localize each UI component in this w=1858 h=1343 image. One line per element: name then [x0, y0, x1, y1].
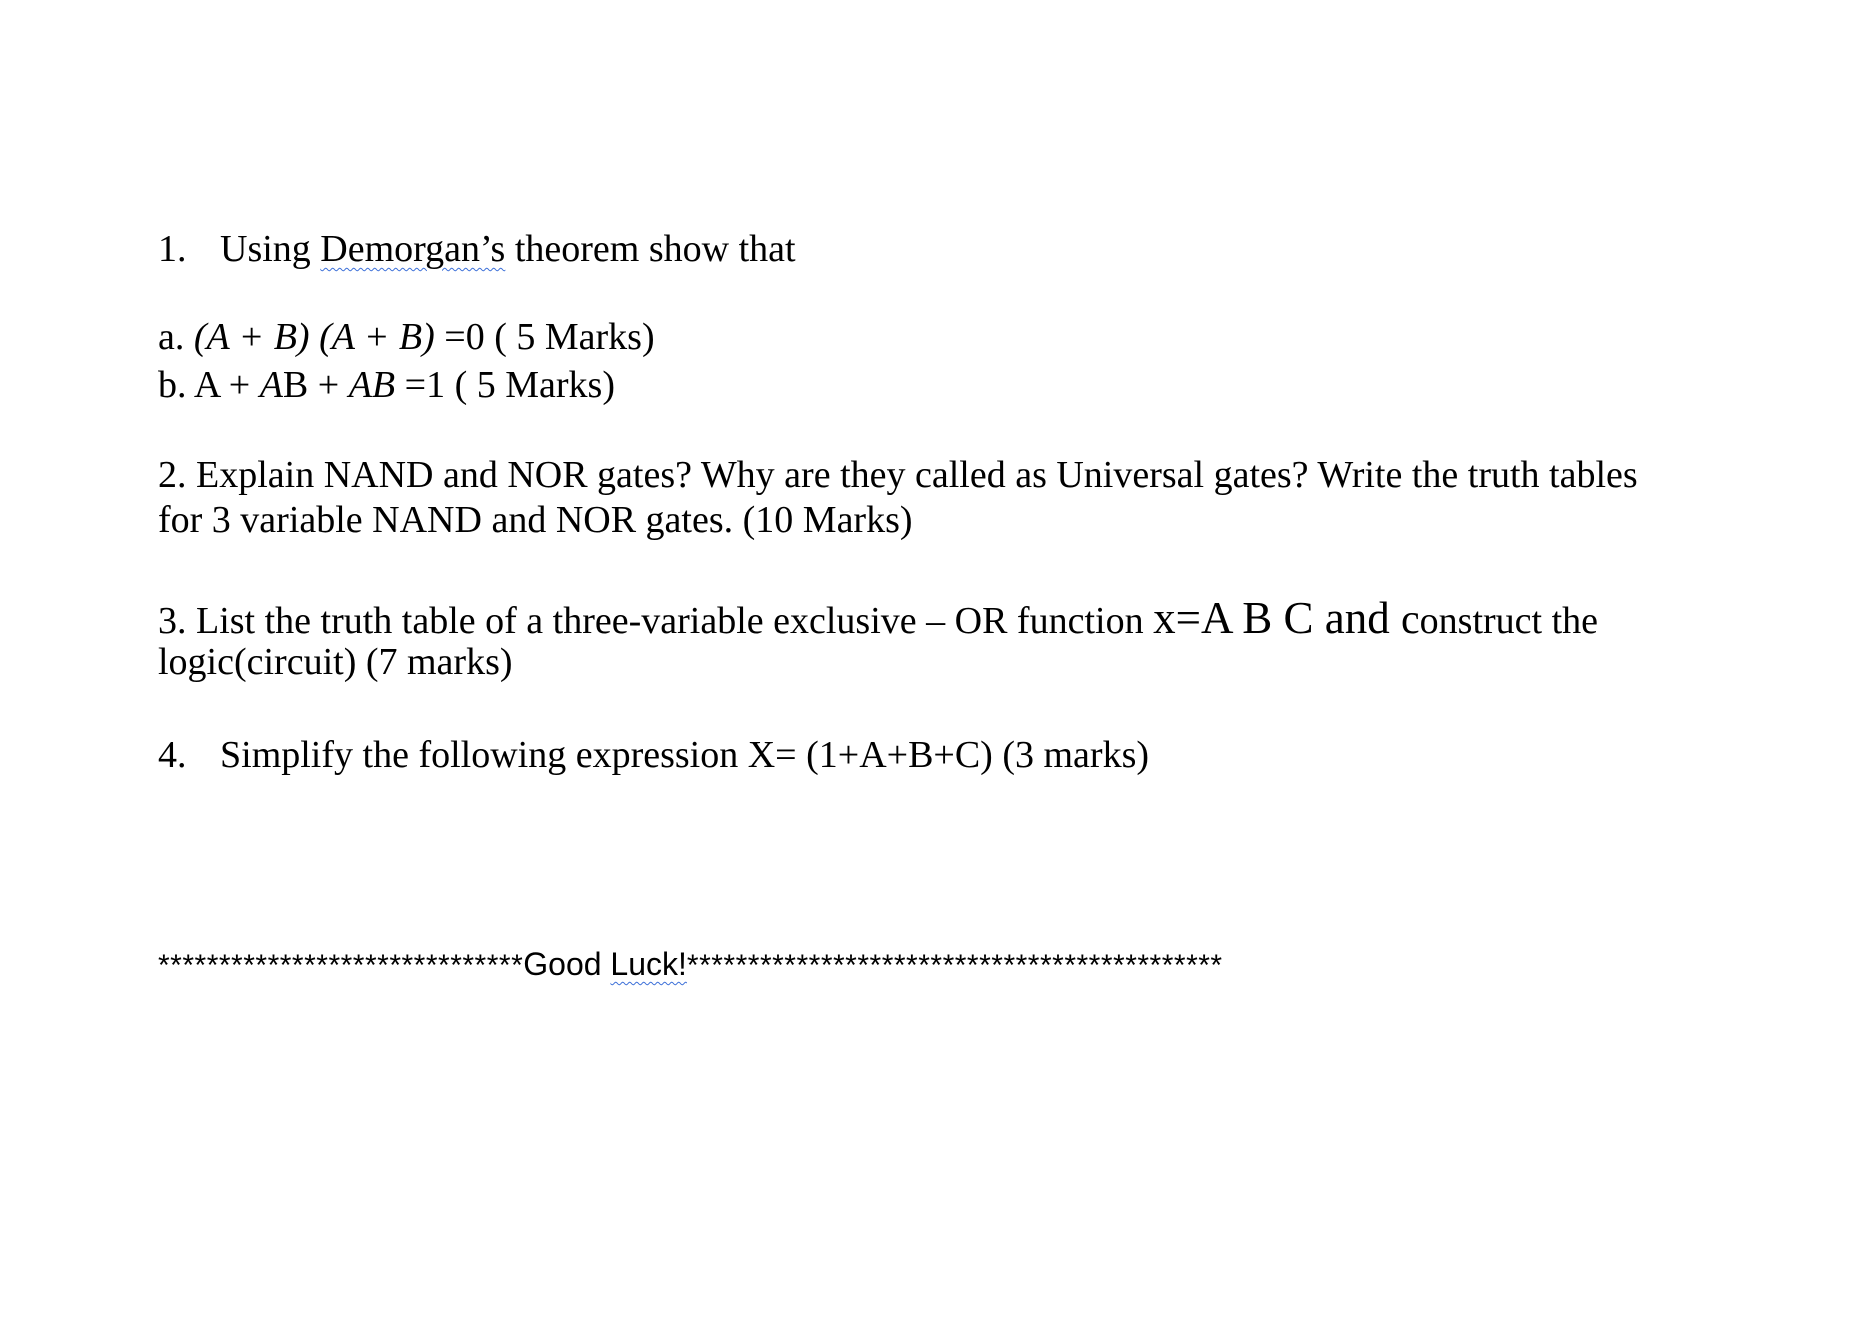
question-3-x: x= [1153, 593, 1201, 643]
question-4-number: 4. [158, 734, 187, 776]
question-3-and: and [1313, 593, 1401, 643]
question-1 [158, 230, 796, 268]
spellcheck-word-demorgan: Demorgan’s [320, 228, 506, 270]
good-luck-footer [158, 948, 1223, 981]
footer-good: Good [523, 946, 611, 982]
question-1a [158, 318, 655, 356]
footer-stars-right: ******************************************** [686, 949, 1223, 982]
question-2-line-2: for 3 variable NAND and NOR gates. (10 Marks) [158, 499, 913, 541]
question-4-text: Simplify the following expression X= (1+A+B+C) (3 marks) [220, 734, 1150, 776]
question-3-abc: A B C [1200, 593, 1314, 643]
question-3-line-2: logic(circuit) (7 marks) [158, 641, 513, 683]
question-1b-term-b: B [282, 364, 309, 406]
question-3-text-start: 3. List the truth table of a three-variable exclusive – OR function [158, 600, 1154, 642]
question-3-text-end: onstruct the [1419, 600, 1599, 642]
question-1-text-end: theorem show that [505, 228, 796, 270]
question-1-text-start: Using [220, 228, 321, 270]
question-1b-label: b. A + [158, 364, 260, 406]
question-1a-result: =0 ( 5 Marks) [434, 316, 655, 358]
question-1b-term-ab: AB [348, 364, 396, 406]
question-1a-expression: (A + B) (A + B) [193, 316, 435, 358]
question-3-c: c [1401, 597, 1420, 643]
question-3-line-1 [158, 593, 1599, 643]
question-1b [158, 366, 615, 404]
question-1b-term-a: A [259, 364, 283, 406]
question-1a-label: a. [158, 316, 194, 358]
spellcheck-word-luck: Luck! [610, 946, 687, 982]
question-4 [158, 736, 1149, 774]
footer-stars-left: ****************************** [158, 949, 524, 982]
question-1b-result: =1 ( 5 Marks) [395, 364, 615, 406]
question-1-number: 1. [158, 228, 187, 270]
question-2-line-1: 2. Explain NAND and NOR gates? Why are they called as Universal gates? Write the truth tables [158, 454, 1638, 496]
question-1b-plus: + [308, 364, 349, 406]
